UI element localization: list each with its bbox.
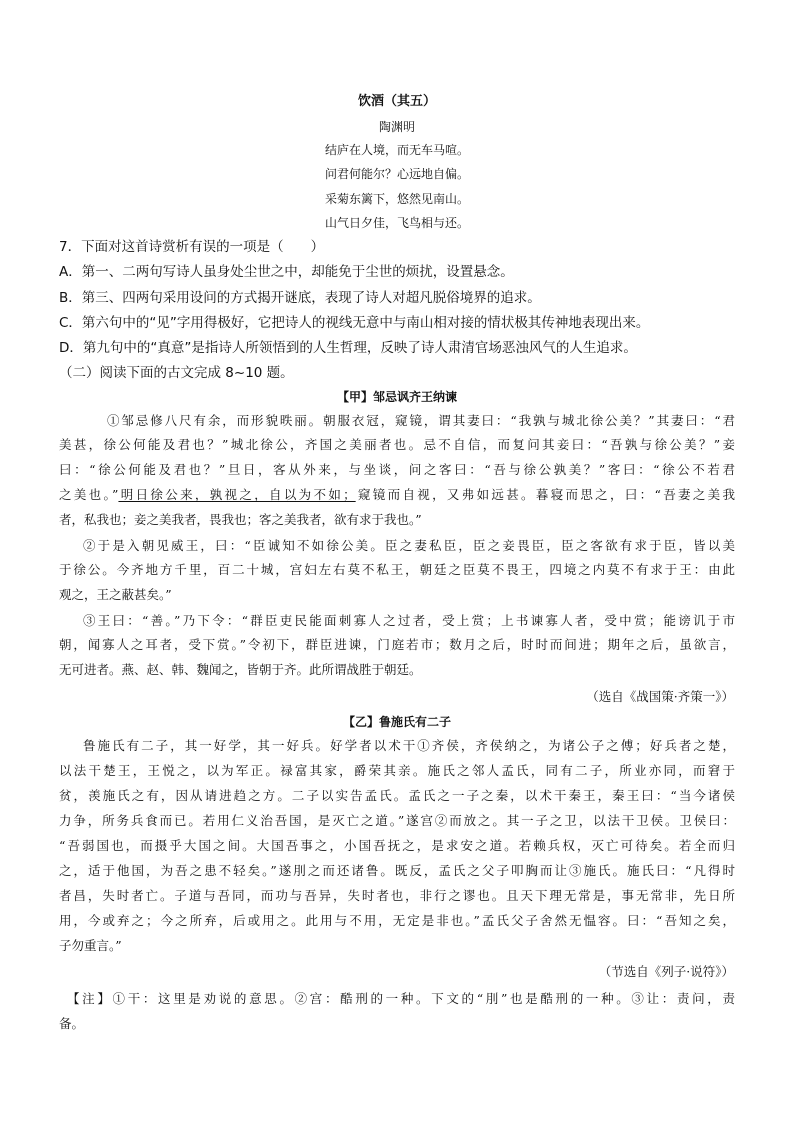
poem-line: 结庐在人境，而无车马喧。 [324,143,469,157]
passage-line: 者，私我也；妾之美我者，畏我也；客之美我者，欲有求于我也。” [59,512,422,527]
option-d: D．第九句中的“真意”是指诗人所领悟到的人生哲理，反映了诗人肃清官场恶浊风气的人生追求。 [59,340,637,356]
passage-line: 贫，羡施氏之有，因从请进趋之方。二子以实告孟氏。孟氏之一子之秦，以术干秦王，秦王曰：“当今诸侯 [59,788,735,803]
option-b: B．第三、四两句采用设问的方式揭开谜底，表现了诗人对超凡脱俗境界的追求。 [59,290,541,306]
passage-yi-title: 【乙】鲁施氏有二子 [342,715,451,729]
question-7-stem: 7．下面对这首诗赏析有误的一项是（ ） [59,239,325,255]
passage-line: 以法干楚王，王悦之，以为军正。禄富其家，爵荣其亲。施氏之邻人孟氏，同有二子，所业亦同，而窘于 [59,763,735,778]
notes-line: 备。 [59,1016,85,1031]
passage-line: “吾弱国也，而摄乎大国之间。大国吾事之，小国吾抚之，是求安之道。若赖兵权，灭亡可待矣。若全而归 [59,838,735,853]
passage-line: 美甚，徐公何能及君也？”城北徐公，齐国之美丽者也。忌不自信，而复问其妾曰：“吾孰与徐公美？”妾 [59,437,735,452]
poem-line: 问君何能尔？心远地自偏。 [324,167,469,181]
passage-line: 力争，所务兵食而已。若用仁义治吾国，是灭亡之道。”遂宫②而放之。其一子之卫，以法干卫侯。卫侯曰： [59,813,735,828]
passage-line: 子勿重言。” [59,938,122,953]
passage-line: ①邹忌修八尺有余，而形貌昳丽。朝服衣冠，窥镜，谓其妻曰：“我孰与城北徐公美？”其妻曰：“君 [107,413,735,428]
passage-line: ③王曰：“善。”乃下令：“群臣吏民能面刺寡人之过者，受上赏；上书谏寡人者，受中赏；能谤讥于市 [83,613,735,628]
passage-line: ②于是入朝见威王，曰：“臣诚知不如徐公美。臣之妻私臣，臣之妾畏臣，臣之客欲有求于臣，皆以美 [83,538,735,553]
poem-line: 采菊东篱下，悠然见南山。 [324,192,469,206]
passage-yi-source: （节选自《列子·说符》） [598,964,734,979]
passage-jia-source: （选自《战国策·齐策一》） [586,689,734,704]
passage-text: 之美也。” [59,487,119,502]
passage-line: 用，今或弃之；今之所弃，后或用之。此用与不用，无定是非也。”孟氏父子舍然无愠容。曰：“吾知之矣， [59,913,735,928]
poem-line: 山气日夕佳，飞鸟相与还。 [324,216,469,230]
passage-line [59,487,735,503]
passage-line: 于徐公。今齐地方千里，百二十城，宫妇左右莫不私王，朝廷之臣莫不畏王，四境之内莫不有求于王：由此 [59,562,735,577]
notes-line: 【注】①干：这里是劝说的意思。②宫：酷刑的一种。下文的“刖”也是酷刑的一种。③让：责问，责 [67,991,735,1006]
section-heading: （二）阅读下面的古文完成 8~10 题。 [59,365,294,381]
passage-line: 者昌，失时者亡。子道与吾同，而功与吾异，失时者也，非行之谬也。且天下理无常是，事无常非，先日所 [59,888,735,903]
option-c: C．第六句中的“见”字用得极好，它把诗人的视线无意中与南山相对接的情状极其传神地表现出来。 [59,315,650,331]
passage-line: 朝，闻寡人之耳者，受下赏。”令初下，群臣进谏，门庭若市；数月之后，时时而间进；期年之后，虽欲言， [59,637,735,652]
underlined-sentence: 明日徐公来，孰视之，自以为不如； [118,487,356,502]
passage-text: 窥镜而自视，又弗如远甚。暮寝而思之，曰：“吾妻之美我 [355,487,735,502]
passage-line: 之，适于他国，为吾之患不轻矣。”遂刖之而还诸鲁。既反，孟氏之父子叩胸而让③施氏。施氏曰：“凡得时 [59,863,735,878]
option-a: A．第一、二两句写诗人虽身处尘世之中，却能免于尘世的烦扰，设置悬念。 [59,264,514,280]
passage-jia-title: 【甲】邹忌讽齐王纳谏 [336,390,457,404]
passage-line: 曰：“徐公何能及君也？”旦日，客从外来，与坐谈，问之客曰：“吾与徐公孰美？”客曰：“徐公不若君 [59,462,735,477]
passage-line: 观之，王之蔽甚矣。” [59,587,172,602]
passage-line: 无可进者。燕、赵、韩、魏闻之，皆朝于齐。此所谓战胜于朝廷。 [59,662,422,677]
passage-line: 鲁施氏有二子，其一好学，其一好兵。好学者以术干①齐侯，齐侯纳之，为诸公子之傅；好兵者之楚， [83,738,735,753]
poem-title: 饮酒（其五） [357,94,436,109]
poem-author: 陶渊明 [378,120,415,134]
